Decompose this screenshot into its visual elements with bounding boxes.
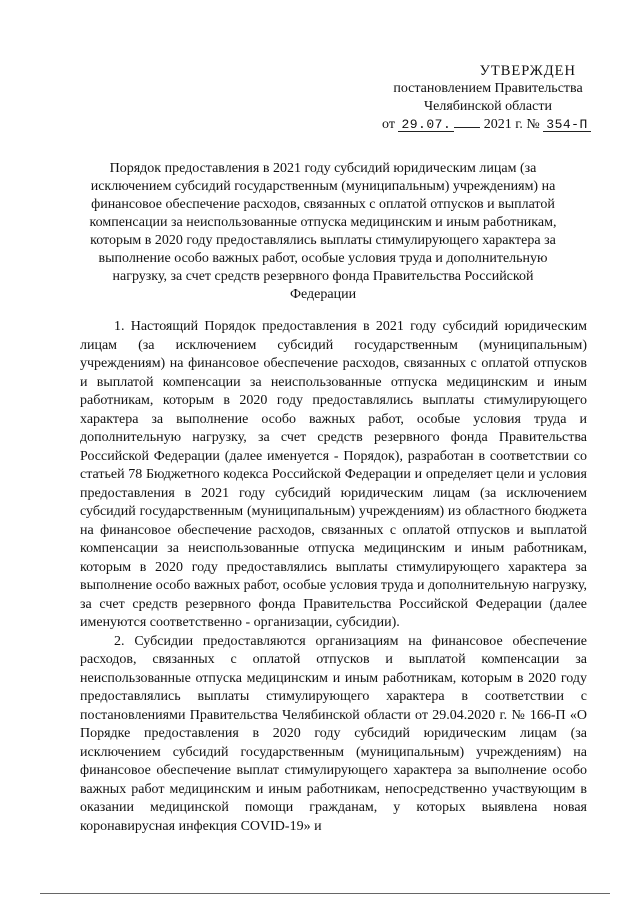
approval-line-1: постановлением Правительства	[393, 81, 583, 96]
paragraph-2: 2. Субсидии предоставляются организациям на финансовое обеспечение расходов, связанных с оплатой отпусков и выплатой компенсации за неиспользованные отпуска медицинским и иным работникам, которым в 2020 году предоставлялись выплаты стимулирующего характера в соответствии с постановлениями Правительства Челябинской области от 29.04.2020 г. № 166-П «О Порядке предоставления в 2020 году субсидий юридическим лицам (за исключением субсидий государственным (муниципальным) учреждениям) на финансовое обеспечение выплат стимулирующего характера за выполнение особо важных работ медицинским и иным работникам, непосредственно участвующим в оказании медицинской помощи гражданам, у которых выявлена новая коронавирусная инфекция COVID-19» и	[80, 633, 587, 834]
date-prefix: от	[382, 117, 395, 132]
approval-line-2: Челябинской области	[424, 99, 552, 114]
approval-stamp	[370, 62, 606, 134]
approval-date-line	[370, 116, 606, 134]
paragraph-1: 1. Настоящий Порядок предоставления в 2021 году субсидий юридическим лицам (за исключением субсидий государственным (муниципальным) учреждениям) на финансовое обеспечение расходов, связанных с оплатой отпусков и выплатой компенсации за неиспользованные отпуска медицинским и иным работникам, которым в 2020 году предоставлялись выплаты стимулирующего характера за выполнение особо важных работ, особые условия труда и дополнительную нагрузку, за счет средств резервного фонда Правительства Российской Федерации (далее именуется - Порядок), разработан в соответствии со статьей 78 Бюджетного кодекса Российской Федерации и определяет цели и условия предоставления в 2021 году субсидий юридическим лицам (за исключением субсидий государственным (муниципальным) учреждениям) из областного бюджета на финансовое обеспечение расходов, связанных с оплатой отпусков и выплатой компенсации за неиспользованные отпуска медицинским и иным работникам, которым в 2020 году предоставлялись выплаты стимулирующего характера за выполнение особо важных работ, особые условия труда и дополнительную нагрузку, за счет средств резервного фонда Правительства Российской Федерации (далее именуются соответственно - организации, субсидии).	[80, 319, 587, 630]
scan-bottom-rule	[40, 893, 610, 894]
number-value: 354-П	[543, 118, 591, 132]
date-value: 29.07.	[398, 118, 454, 132]
year-text: 2021 г. №	[483, 117, 540, 132]
date-underline	[454, 116, 480, 128]
document-body	[80, 318, 587, 836]
document-title: Порядок предоставления в 2021 году субсидий юридическим лицам (за исключением субсидий государственным (муниципальным) учреждениям) на финансовое обеспечение расходов, связанных с оплатой отпусков и выплатой компенсации за неиспользованные отпуска медицинским и иным работникам, которым в 2020 году предоставлялись выплаты стимулирующего характера за выполнение особо важных работ, особые условия труда и дополнительную нагрузку, за счет средств резервного фонда Правительства Российской Федерации	[89, 161, 557, 302]
approval-heading: УТВЕРЖДЕН	[479, 63, 576, 79]
